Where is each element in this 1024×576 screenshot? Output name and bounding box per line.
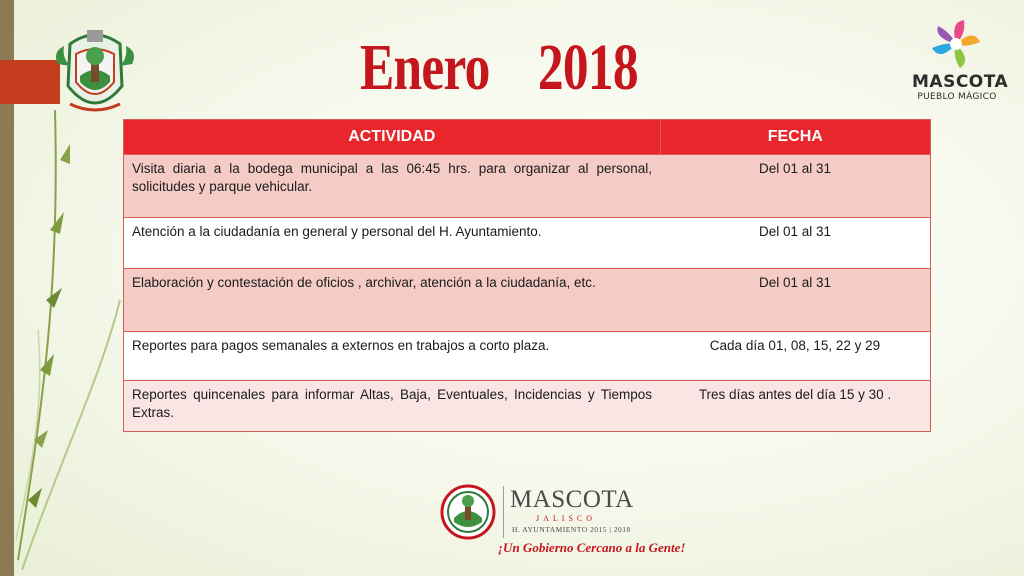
activity-cell: Reportes quincenales para informar Altas, Baja, Eventuales, Incidencias y Tiempos Extras.: [124, 381, 661, 432]
table-row: [124, 381, 931, 432]
activity-cell: Elaboración y contestación de oficios , archivar, atención a la ciudadanía, etc.: [124, 269, 661, 332]
footer-state: JALISCO: [536, 514, 597, 523]
activity-cell: Atención a la ciudadanía en general y personal del H. Ayuntamiento.: [124, 218, 661, 269]
activity-cell: Visita diaria a la bodega municipal a las 06:45 hrs. para organizar al personal, solicitudes y parque vehicular.: [124, 155, 661, 218]
table-header-row: [124, 120, 931, 155]
pueblo-magico-logo: [908, 16, 1009, 106]
footer-brand-name: MASCOTA: [510, 486, 634, 513]
header-actividad: ACTIVIDAD: [124, 120, 661, 155]
table-row: [124, 269, 931, 332]
footer-period: H. AYUNTAMIENTO 2015 | 2018: [512, 525, 631, 534]
government-seal-icon: [440, 484, 496, 540]
date-cell: Cada día 01, 08, 15, 22 y 29: [660, 332, 931, 381]
logo-divider: [503, 486, 504, 538]
municipal-crest-icon: [50, 24, 140, 120]
date-cell: Del 01 al 31: [660, 218, 931, 269]
activities-table: [123, 119, 931, 432]
table-row: [124, 155, 931, 218]
footer-slogan: ¡Un Gobierno Cercano a la Gente!: [498, 540, 686, 555]
table-row: [124, 332, 931, 381]
date-cell: Del 01 al 31: [660, 155, 931, 218]
date-cell: Del 01 al 31: [660, 269, 931, 332]
footer-government-logo: [440, 482, 686, 562]
date-cell: Tres días antes del día 15 y 30 .: [660, 381, 931, 432]
table-row: [124, 218, 931, 269]
activity-cell: Reportes para pagos semanales a externos en trabajos a corto plaza.: [124, 332, 661, 381]
pinwheel-icon: [908, 16, 1004, 72]
brand-subtitle: PUEBLO MÁGICO: [917, 92, 997, 102]
page-title: Enero 2018: [360, 31, 638, 104]
header-fecha: FECHA: [660, 120, 931, 155]
brand-name: MASCOTA: [912, 72, 1009, 92]
